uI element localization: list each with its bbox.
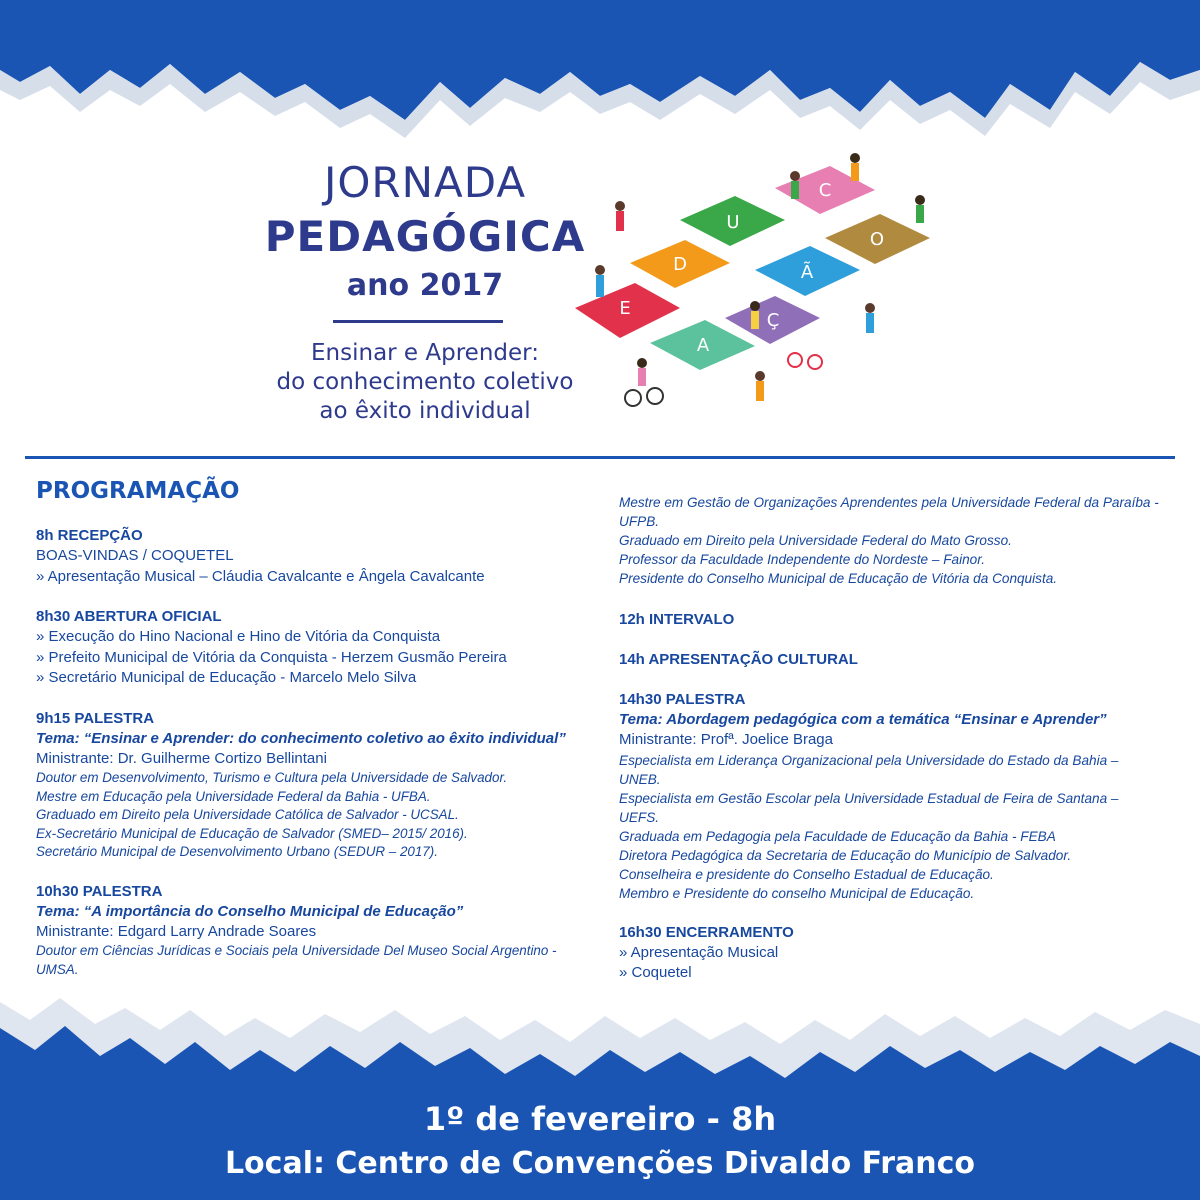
speaker-credential: Conselheira e presidente do Conselho Estadual de Educação. bbox=[619, 866, 994, 882]
speaker-credential: Especialista em Gestão Escolar pela Universidade Estadual de Feira de Santana – UEFS. bbox=[619, 790, 1119, 825]
puzzle-letter-c-cedilla: Ç bbox=[766, 310, 780, 331]
block-line: BOAS-VINDAS / COQUETEL bbox=[36, 547, 234, 564]
subtitle-line-3: ao êxito individual bbox=[319, 398, 531, 424]
block-line: » Apresentação Musical bbox=[619, 943, 779, 961]
puzzle-piece-a-tilde bbox=[755, 246, 860, 296]
block-speaker: Ministrante: Profª. Joelice Braga bbox=[619, 731, 833, 748]
block-theme: Tema: “A importância do Conselho Municipal de Educação” bbox=[36, 902, 464, 920]
puzzle-letter-c: C bbox=[818, 180, 832, 201]
program-block-lecture-2 bbox=[36, 882, 596, 980]
puzzle-letter-o: O bbox=[869, 229, 885, 250]
speaker-credential: Doutor em Ciências Jurídicas e Sociais pela Universidade Del Museo Social Argentino - UMSA. bbox=[36, 943, 557, 978]
title-pedagogica: PEDAGÓGICA bbox=[264, 212, 586, 261]
event-date: 1º de fevereiro - 8h bbox=[423, 1100, 777, 1138]
program-block-opening bbox=[36, 607, 596, 689]
puzzle-piece-c bbox=[775, 166, 875, 214]
block-time: 8h30 ABERTURA OFICIAL bbox=[36, 608, 222, 625]
speaker-credential: Graduado em Direito pela Universidade Federal do Mato Grosso. bbox=[619, 533, 1012, 548]
program-block-lecture-3 bbox=[619, 690, 1159, 903]
subtitle-line-2: do conhecimento coletivo bbox=[276, 369, 574, 395]
puzzle-letter-a-tilde: Ã bbox=[800, 262, 814, 283]
puzzle-piece-u bbox=[680, 196, 785, 246]
block-time: 14h30 PALESTRA bbox=[619, 691, 746, 708]
block-line: » Secretário Municipal de Educação - Marcelo Melo Silva bbox=[36, 669, 417, 686]
block-theme: Tema: “Ensinar e Aprender: do conhecimento coletivo ao êxito individual” bbox=[36, 729, 566, 747]
speaker-credential: Membro e Presidente do conselho Municipal de Educação. bbox=[619, 885, 975, 901]
block-time: 16h30 ENCERRAMENTO bbox=[619, 923, 794, 941]
speaker-credential: Diretora Pedagógica da Secretaria de Educação do Município de Salvador. bbox=[619, 847, 1072, 863]
program-block-interval bbox=[619, 610, 1159, 630]
speaker-credential: Mestre em Gestão de Organizações Aprendentes pela Universidade Federal da Paraíba - UFPB. bbox=[619, 495, 1159, 529]
block-speaker: Ministrante: Edgard Larry Andrade Soares bbox=[36, 922, 317, 940]
block-time: 12h INTERVALO bbox=[619, 611, 735, 628]
puzzle-piece-e bbox=[575, 283, 680, 338]
block-line: » Execução do Hino Nacional e Hino de Vitória da Conquista bbox=[36, 628, 441, 645]
block-speaker: Ministrante: Dr. Guilherme Cortizo Bellintani bbox=[36, 749, 327, 767]
program-heading: PROGRAMAÇÃO bbox=[36, 478, 240, 504]
puzzle-letter-u: U bbox=[726, 212, 740, 233]
puzzle-illustration bbox=[565, 148, 960, 438]
event-location: Local: Centro de Convenções Divaldo Franco bbox=[224, 1146, 976, 1181]
block-theme: Tema: Abordagem pedagógica com a temática “Ensinar e Aprender” bbox=[619, 711, 1107, 728]
program-block-reception bbox=[36, 526, 596, 587]
block-line: » Coquetel bbox=[619, 964, 692, 981]
speaker-credential: Professor da Faculdade Independente do Nordeste – Fainor. bbox=[619, 552, 986, 567]
puzzle-letter-e: E bbox=[619, 298, 631, 319]
speaker-credential: Mestre em Educação pela Universidade Federal da Bahia - UFBA. bbox=[36, 788, 431, 804]
puzzle-piece-a bbox=[650, 320, 755, 370]
subtitle-line-1: Ensinar e Aprender: bbox=[311, 340, 539, 366]
figure-people bbox=[595, 153, 925, 406]
puzzle-piece-c-cedilla bbox=[725, 296, 820, 344]
block-time: 14h APRESENTAÇÃO CULTURAL bbox=[619, 651, 858, 668]
puzzle-piece-d bbox=[630, 240, 730, 288]
speaker-credential: Graduado em Direito pela Universidade Católica de Salvador - UCSAL. bbox=[36, 807, 459, 823]
title-year: ano 2017 bbox=[346, 268, 504, 303]
program-block-closing bbox=[619, 923, 1159, 984]
program-left-column bbox=[36, 478, 596, 1000]
block-time: 9h15 PALESTRA bbox=[36, 709, 155, 727]
section-divider bbox=[25, 456, 1175, 459]
speaker-credential: Secretário Municipal de Desenvolvimento Urbano (SEDUR – 2017). bbox=[36, 844, 438, 860]
torn-paper-top bbox=[0, 0, 1200, 140]
speaker-credential: Especialista em Liderança Organizacional pela Universidade do Estado da Bahia – UNEB. bbox=[619, 752, 1119, 787]
speaker-credential: Graduada em Pedagogia pela Faculdade de Educação da Bahia - FEBA bbox=[619, 828, 1056, 844]
title-jornada: JORNADA bbox=[323, 158, 527, 207]
block-line: » Apresentação Musical – Cláudia Cavalcante e Ângela Cavalcante bbox=[36, 567, 485, 585]
block-line: » Prefeito Municipal de Vitória da Conquista - Herzem Gusmão Pereira bbox=[36, 648, 507, 666]
speaker-credential: Presidente do Conselho Municipal de Educação de Vitória da Conquista. bbox=[619, 571, 1058, 586]
program-right-column bbox=[619, 493, 1159, 1004]
speaker-credential: Doutor em Desenvolvimento, Turismo e Cultura pela Universidade de Salvador. bbox=[36, 770, 508, 785]
puzzle-letter-a: A bbox=[696, 335, 710, 356]
block-time: 10h30 PALESTRA bbox=[36, 882, 163, 900]
title-rule bbox=[333, 320, 503, 323]
puzzle-letter-d: D bbox=[673, 254, 687, 275]
puzzle-piece-o bbox=[825, 214, 930, 264]
program-block-cultural bbox=[619, 650, 1159, 670]
speaker-credential: Ex-Secretário Municipal de Educação de Salvador (SMED– 2015/ 2016). bbox=[36, 825, 468, 841]
block-time: 8h RECEPÇÃO bbox=[36, 527, 143, 544]
program-block-lecture-1 bbox=[36, 709, 596, 862]
program-block-lecture-2-continued bbox=[619, 493, 1159, 588]
